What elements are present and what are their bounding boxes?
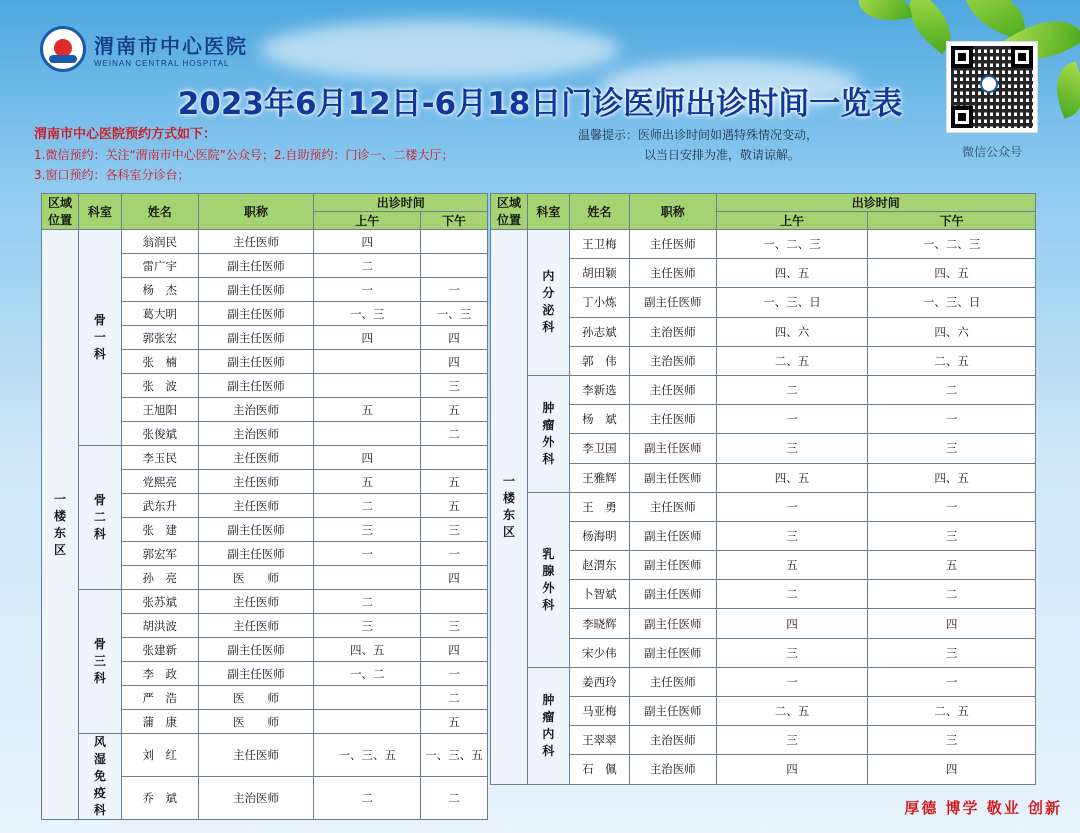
dept-cell: 内分泌科 xyxy=(527,230,569,376)
doctor-am-cell: 四、五 xyxy=(314,638,421,662)
header-region: 区域位置 xyxy=(491,194,528,230)
header-title: 职称 xyxy=(629,194,716,230)
doctor-name-cell: 杨 杰 xyxy=(121,278,198,302)
hospital-motto: 厚德 博学 敬业 创新 xyxy=(904,799,1062,817)
doctor-title-cell: 医 师 xyxy=(198,686,314,710)
doctor-name-cell: 丁小炼 xyxy=(569,288,629,317)
doctor-am-cell: 四 xyxy=(314,230,421,254)
doctor-title-cell: 主任医师 xyxy=(629,405,716,434)
doctor-pm-cell: 四、五 xyxy=(868,259,1036,288)
doctor-name-cell: 武东升 xyxy=(121,494,198,518)
schedule-table-right xyxy=(490,193,1036,785)
doctor-title-cell: 副主任医师 xyxy=(629,697,716,726)
doctor-name-cell: 乔 斌 xyxy=(121,777,198,820)
dept-cell: 骨一科 xyxy=(78,230,121,446)
doctor-name-cell: 张苏斌 xyxy=(121,590,198,614)
doctor-pm-cell: 二 xyxy=(421,686,488,710)
doctor-am-cell: 二 xyxy=(314,777,421,820)
doctor-name-cell: 张 建 xyxy=(121,518,198,542)
doctor-pm-cell: 三 xyxy=(868,638,1036,667)
hospital-name: 渭南市中心医院 xyxy=(94,34,248,58)
doctor-am-cell: 二 xyxy=(314,494,421,518)
header-pm: 下午 xyxy=(421,212,488,230)
doctor-am-cell: 四、五 xyxy=(716,463,868,492)
doctor-title-cell: 副主任医师 xyxy=(629,580,716,609)
cloud-decoration xyxy=(260,20,620,80)
table-row xyxy=(491,638,1036,667)
doctor-am-cell: 四、六 xyxy=(716,317,868,346)
doctor-title-cell: 主任医师 xyxy=(198,230,314,254)
table-row xyxy=(42,590,488,614)
header-pm: 下午 xyxy=(868,212,1036,230)
header-name: 姓名 xyxy=(121,194,198,230)
doctor-title-cell: 副主任医师 xyxy=(629,463,716,492)
region-cell: 一楼东区 xyxy=(42,230,79,820)
hospital-logo xyxy=(40,26,248,72)
hospital-name-en: WEINAN CENTRAL HOSPITAL xyxy=(94,59,230,68)
doctor-name-cell: 王翠翠 xyxy=(569,726,629,755)
doctor-title-cell: 主治医师 xyxy=(629,317,716,346)
notice xyxy=(578,125,818,165)
doctor-pm-cell: 四、五 xyxy=(868,463,1036,492)
doctor-pm-cell: 四、六 xyxy=(868,317,1036,346)
table-row xyxy=(491,288,1036,317)
doctor-am-cell: 三 xyxy=(716,726,868,755)
doctor-pm-cell: 三 xyxy=(868,521,1036,550)
header-am: 上午 xyxy=(716,212,868,230)
table-row xyxy=(491,375,1036,404)
doctor-pm-cell: 二 xyxy=(421,777,488,820)
dept-cell: 骨三科 xyxy=(78,590,121,734)
doctor-name-cell: 郭 伟 xyxy=(569,346,629,375)
doctor-title-cell: 副主任医师 xyxy=(198,254,314,278)
doctor-pm-cell: 二、五 xyxy=(868,697,1036,726)
table-row xyxy=(491,580,1036,609)
table-row xyxy=(491,230,1036,259)
doctor-am-cell: 二 xyxy=(716,580,868,609)
doctor-pm-cell: 二 xyxy=(868,580,1036,609)
doctor-name-cell: 王旭阳 xyxy=(121,398,198,422)
doctor-pm-cell xyxy=(421,446,488,470)
doctor-title-cell: 主任医师 xyxy=(198,614,314,638)
doctor-name-cell: 党熙亮 xyxy=(121,470,198,494)
doctor-name-cell: 胡田颖 xyxy=(569,259,629,288)
doctor-title-cell: 主任医师 xyxy=(629,375,716,404)
doctor-am-cell: 二、五 xyxy=(716,697,868,726)
doctor-am-cell: 四 xyxy=(716,609,868,638)
doctor-am-cell: 一、二、三 xyxy=(716,230,868,259)
doctor-title-cell: 副主任医师 xyxy=(629,521,716,550)
doctor-title-cell: 副主任医师 xyxy=(198,374,314,398)
doctor-am-cell: 四、五 xyxy=(716,259,868,288)
doctor-pm-cell: 一、三、五 xyxy=(421,734,488,777)
doctor-name-cell: 张 波 xyxy=(121,374,198,398)
doctor-title-cell: 副主任医师 xyxy=(198,350,314,374)
qr-caption: 微信公众号 xyxy=(961,145,1022,159)
table-row xyxy=(491,697,1036,726)
doctor-name-cell: 王雅辉 xyxy=(569,463,629,492)
table-row xyxy=(491,317,1036,346)
dept-cell: 骨二科 xyxy=(78,446,121,590)
doctor-pm-cell: 一 xyxy=(868,405,1036,434)
doctor-title-cell: 主治医师 xyxy=(198,422,314,446)
table-row xyxy=(42,230,488,254)
doctor-name-cell: 雷广宇 xyxy=(121,254,198,278)
header-am: 上午 xyxy=(314,212,421,230)
table-row xyxy=(491,521,1036,550)
doctor-am-cell: 三 xyxy=(314,614,421,638)
doctor-name-cell: 王卫梅 xyxy=(569,230,629,259)
doctor-am-cell: 一 xyxy=(716,667,868,696)
doctor-title-cell: 副主任医师 xyxy=(198,326,314,350)
schedule-table-left xyxy=(41,193,488,820)
doctor-am-cell: 二 xyxy=(314,590,421,614)
doctor-am-cell xyxy=(314,686,421,710)
header-dept: 科室 xyxy=(527,194,569,230)
header-schedule: 出诊时间 xyxy=(716,194,1035,212)
doctor-am-cell: 三 xyxy=(716,638,868,667)
doctor-pm-cell: 一 xyxy=(421,662,488,686)
doctor-title-cell: 主治医师 xyxy=(629,755,716,784)
doctor-am-cell xyxy=(314,350,421,374)
table-row xyxy=(491,726,1036,755)
dept-cell: 风湿免疫科 xyxy=(78,734,121,820)
doctor-name-cell: 李卫国 xyxy=(569,434,629,463)
doctor-title-cell: 医 师 xyxy=(198,566,314,590)
doctor-am-cell: 一、三、日 xyxy=(716,288,868,317)
doctor-name-cell: 孙 亮 xyxy=(121,566,198,590)
table-row xyxy=(491,755,1036,784)
doctor-am-cell xyxy=(314,710,421,734)
doctor-am-cell: 一 xyxy=(716,405,868,434)
table-row xyxy=(491,492,1036,521)
doctor-am-cell: 一、三 xyxy=(314,302,421,326)
doctor-am-cell: 三 xyxy=(314,518,421,542)
doctor-pm-cell xyxy=(421,590,488,614)
doctor-name-cell: 孙志斌 xyxy=(569,317,629,346)
doctor-title-cell: 主治医师 xyxy=(629,346,716,375)
doctor-pm-cell: 四 xyxy=(421,326,488,350)
doctor-am-cell: 二、五 xyxy=(716,346,868,375)
hospital-emblem-icon xyxy=(40,26,86,72)
table-row xyxy=(42,734,488,777)
qr-logo-icon xyxy=(980,75,998,93)
doctor-name-cell: 卜智斌 xyxy=(569,580,629,609)
table-row xyxy=(491,346,1036,375)
doctor-name-cell: 严 浩 xyxy=(121,686,198,710)
doctor-pm-cell: 三 xyxy=(868,726,1036,755)
doctor-title-cell: 副主任医师 xyxy=(629,434,716,463)
doctor-pm-cell: 五 xyxy=(421,398,488,422)
doctor-am-cell: 四 xyxy=(314,326,421,350)
dept-cell: 肿瘤外科 xyxy=(527,375,569,492)
doctor-name-cell: 宋少伟 xyxy=(569,638,629,667)
doctor-am-cell: 三 xyxy=(716,521,868,550)
table-row xyxy=(491,259,1036,288)
doctor-am-cell xyxy=(314,374,421,398)
doctor-pm-cell: 五 xyxy=(421,470,488,494)
doctor-name-cell: 郭张宏 xyxy=(121,326,198,350)
doctor-name-cell: 郭宏军 xyxy=(121,542,198,566)
booking-line: 1.微信预约：关注“渭南市中心医院”公众号；2.自助预约：门诊一、二楼大厅； xyxy=(34,148,454,162)
doctor-name-cell: 胡洪波 xyxy=(121,614,198,638)
doctor-name-cell: 马亚梅 xyxy=(569,697,629,726)
doctor-am-cell: 三 xyxy=(716,434,868,463)
doctor-title-cell: 主任医师 xyxy=(629,259,716,288)
doctor-title-cell: 副主任医师 xyxy=(629,638,716,667)
doctor-pm-cell: 三 xyxy=(421,374,488,398)
header-name: 姓名 xyxy=(569,194,629,230)
doctor-name-cell: 杨海明 xyxy=(569,521,629,550)
booking-heading: 渭南市中心医院预约方式如下： xyxy=(34,127,217,142)
doctor-title-cell: 主任医师 xyxy=(198,470,314,494)
doctor-title-cell: 副主任医师 xyxy=(629,288,716,317)
table-row xyxy=(491,609,1036,638)
doctor-am-cell: 二 xyxy=(314,254,421,278)
doctor-title-cell: 副主任医师 xyxy=(198,278,314,302)
doctor-am-cell: 四 xyxy=(716,755,868,784)
doctor-title-cell: 副主任医师 xyxy=(198,638,314,662)
table-row xyxy=(491,405,1036,434)
header-dept: 科室 xyxy=(78,194,121,230)
doctor-title-cell: 主任医师 xyxy=(629,230,716,259)
doctor-name-cell: 张 楠 xyxy=(121,350,198,374)
table-row xyxy=(491,667,1036,696)
notice-line: 以当日安排为准，敬请谅解。 xyxy=(644,148,801,162)
doctor-pm-cell: 一 xyxy=(868,492,1036,521)
doctor-title-cell: 主任医师 xyxy=(198,494,314,518)
doctor-name-cell: 葛大明 xyxy=(121,302,198,326)
doctor-pm-cell: 一 xyxy=(868,667,1036,696)
doctor-title-cell: 副主任医师 xyxy=(198,662,314,686)
page-title: 2023年6月12日-6月18日门诊医师出诊时间一览表 xyxy=(177,86,903,122)
doctor-pm-cell: 四 xyxy=(421,638,488,662)
doctor-title-cell: 主任医师 xyxy=(198,734,314,777)
table-row xyxy=(491,434,1036,463)
dept-cell: 乳腺外科 xyxy=(527,492,569,667)
header-schedule: 出诊时间 xyxy=(314,194,488,212)
doctor-pm-cell: 一、二、三 xyxy=(868,230,1036,259)
doctor-title-cell: 副主任医师 xyxy=(629,551,716,580)
doctor-pm-cell: 三 xyxy=(421,518,488,542)
doctor-pm-cell: 二、五 xyxy=(868,346,1036,375)
doctor-am-cell: 五 xyxy=(314,398,421,422)
doctor-name-cell: 姜西玲 xyxy=(569,667,629,696)
doctor-title-cell: 副主任医师 xyxy=(629,609,716,638)
doctor-pm-cell xyxy=(421,254,488,278)
doctor-title-cell: 主任医师 xyxy=(198,446,314,470)
doctor-pm-cell: 四 xyxy=(421,566,488,590)
doctor-name-cell: 李晓辉 xyxy=(569,609,629,638)
doctor-name-cell: 李玉民 xyxy=(121,446,198,470)
table-row xyxy=(491,551,1036,580)
wechat-qr-code xyxy=(946,41,1038,133)
doctor-pm-cell: 三 xyxy=(868,434,1036,463)
doctor-name-cell: 张俊斌 xyxy=(121,422,198,446)
doctor-name-cell: 李新选 xyxy=(569,375,629,404)
doctor-name-cell: 石 佩 xyxy=(569,755,629,784)
doctor-title-cell: 主治医师 xyxy=(198,777,314,820)
region-cell: 一楼东区 xyxy=(491,230,528,785)
doctor-pm-cell: 四 xyxy=(868,609,1036,638)
doctor-title-cell: 主治医师 xyxy=(198,398,314,422)
booking-line: 3.窗口预约：各科室分诊台； xyxy=(34,168,190,182)
doctor-title-cell: 主任医师 xyxy=(629,667,716,696)
doctor-title-cell: 副主任医师 xyxy=(198,302,314,326)
dept-cell: 肿瘤内科 xyxy=(527,667,569,784)
doctor-am-cell: 一、二 xyxy=(314,662,421,686)
doctor-pm-cell: 二 xyxy=(421,422,488,446)
doctor-name-cell: 翁润民 xyxy=(121,230,198,254)
doctor-title-cell: 医 师 xyxy=(198,710,314,734)
doctor-title-cell: 主任医师 xyxy=(198,590,314,614)
doctor-name-cell: 王 勇 xyxy=(569,492,629,521)
doctor-am-cell: 五 xyxy=(314,470,421,494)
doctor-name-cell: 李 政 xyxy=(121,662,198,686)
doctor-name-cell: 张建新 xyxy=(121,638,198,662)
doctor-pm-cell: 一 xyxy=(421,278,488,302)
doctor-title-cell: 副主任医师 xyxy=(198,542,314,566)
doctor-title-cell: 主任医师 xyxy=(629,492,716,521)
doctor-name-cell: 刘 红 xyxy=(121,734,198,777)
booking-info xyxy=(34,125,453,185)
doctor-pm-cell: 三 xyxy=(421,614,488,638)
doctor-pm-cell xyxy=(421,230,488,254)
table-row xyxy=(42,446,488,470)
header-region: 区域位置 xyxy=(42,194,79,230)
doctor-am-cell: 一 xyxy=(314,278,421,302)
doctor-am-cell: 四 xyxy=(314,446,421,470)
doctor-pm-cell: 四 xyxy=(868,755,1036,784)
doctor-pm-cell: 五 xyxy=(868,551,1036,580)
doctor-am-cell: 二 xyxy=(716,375,868,404)
table-row xyxy=(491,463,1036,492)
doctor-am-cell xyxy=(314,566,421,590)
doctor-pm-cell: 一 xyxy=(421,542,488,566)
doctor-title-cell: 副主任医师 xyxy=(198,518,314,542)
notice-line: 温馨提示：医师出诊时间如遇特殊情况变动， xyxy=(578,128,819,142)
doctor-pm-cell: 五 xyxy=(421,494,488,518)
doctor-pm-cell: 二 xyxy=(868,375,1036,404)
doctor-name-cell: 杨 斌 xyxy=(569,405,629,434)
doctor-am-cell xyxy=(314,422,421,446)
doctor-am-cell: 一、三、五 xyxy=(314,734,421,777)
doctor-name-cell: 蒲 康 xyxy=(121,710,198,734)
doctor-pm-cell: 四 xyxy=(421,350,488,374)
doctor-am-cell: 一 xyxy=(314,542,421,566)
doctor-pm-cell: 一、三 xyxy=(421,302,488,326)
doctor-pm-cell: 一、三、日 xyxy=(868,288,1036,317)
doctor-pm-cell: 五 xyxy=(421,710,488,734)
doctor-am-cell: 一 xyxy=(716,492,868,521)
header-title: 职称 xyxy=(198,194,314,230)
doctor-title-cell: 主治医师 xyxy=(629,726,716,755)
doctor-name-cell: 赵渭东 xyxy=(569,551,629,580)
doctor-am-cell: 五 xyxy=(716,551,868,580)
